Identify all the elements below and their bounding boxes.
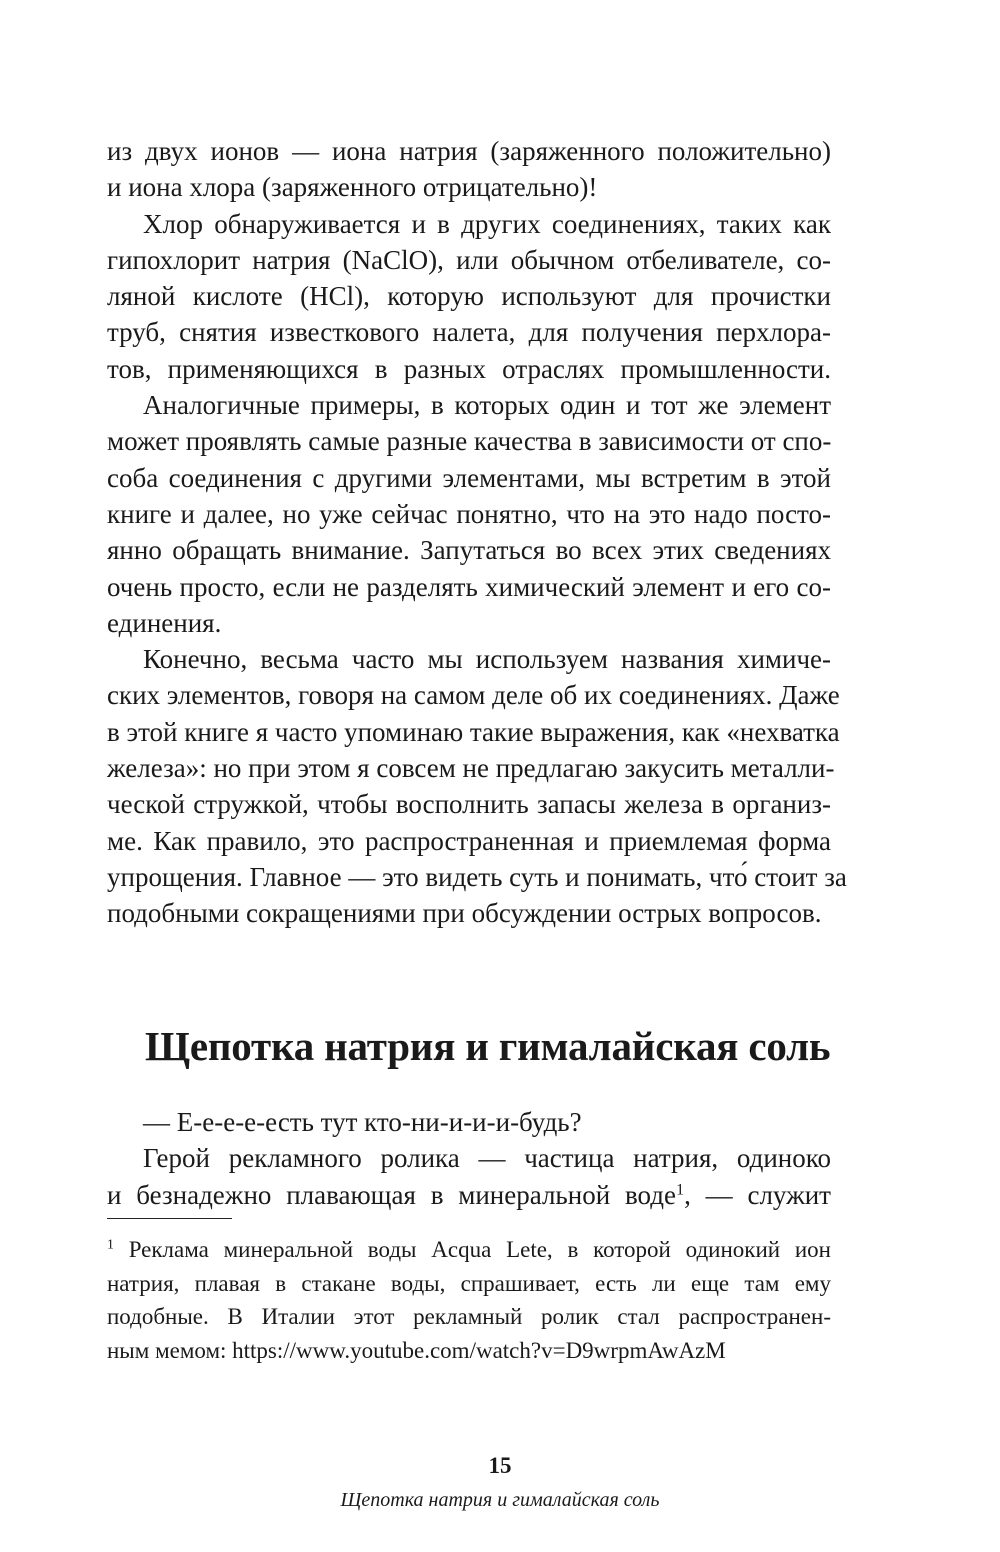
text-line: труб, снятия известкового налета, для получения перхлора- [107, 317, 831, 348]
footnote-text [107, 1233, 831, 1367]
text-line: единения. [107, 607, 222, 638]
text-fragment: Реклама минеральной воды Acqua Lete, в которой одинокий ион [128, 1237, 831, 1262]
section-paragraph-1 [107, 1140, 831, 1213]
paragraph-4 [107, 641, 847, 931]
footnote [107, 1233, 831, 1367]
text-line: янно обращать внимание. Запутаться во всех этих сведениях [107, 535, 831, 566]
text-line: Конечно, весьма часто мы используем названия химиче- [143, 644, 831, 675]
text-line: ме. Как правило, это распространенная и приемлемая форма [107, 825, 831, 856]
text-line: из двух ионов — иона натрия (заряженного положительно) [107, 136, 831, 166]
text-fragment: , — служит [684, 1179, 831, 1210]
text-line: железа»: но при этом я совсем не предлагаю закусить металли- [107, 753, 835, 784]
footnote-marker: 1 [107, 1236, 114, 1252]
text-line: упрощения. Главное — это видеть суть и понимать, что́ стоит за [107, 861, 847, 892]
section-heading: Щепотка натрия и гималайская соль [145, 1023, 831, 1069]
text-line [107, 1177, 831, 1213]
paragraph-3 [107, 387, 831, 641]
text-line: подобными сокращениями при обсуждении острых вопросов. [107, 898, 822, 929]
section-text [107, 1104, 831, 1213]
text-line: Аналогичные примеры, в которых один и тот же элемент [143, 390, 831, 421]
running-title: Щепотка натрия и гималайская соль [340, 1489, 660, 1511]
text-line: Герой рекламного ролика — частица натрия, одиноко [143, 1143, 831, 1174]
text-line: очень просто, если не разделять химический элемент и его со- [107, 571, 831, 602]
main-text [107, 133, 847, 932]
paragraph-1 [107, 133, 831, 206]
footnote-line [107, 1233, 831, 1267]
text-line: Хлор обнаруживается и в других соединениях, таких как [143, 208, 831, 239]
text-line: в этой книге я часто упоминаю такие выражения, как «нехватка [107, 716, 840, 747]
footnote-reference[interactable]: 1 [675, 1179, 685, 1198]
text-line: гипохлорит натрия (NaClO), или обычном отбеливателе, со- [107, 244, 831, 275]
text-line: тов, применяющихся в разных отраслях промышленности. [107, 353, 831, 384]
text-line: книге и далее, но уже сейчас понятно, что на это надо посто- [107, 498, 831, 529]
text-fragment: и безнадежно плавающая в минеральной воде [107, 1179, 676, 1210]
page-number: 15 [488, 1453, 512, 1478]
dialogue-line: — Е-е-е-е-есть тут кто-ни-и-и-и-будь? [143, 1107, 582, 1137]
paragraph-2 [107, 206, 831, 387]
footnote-line: ным мемом: https://www.youtube.com/watch?v=D9wrpmAwAzM [107, 1337, 726, 1363]
footnote-divider [107, 1218, 232, 1219]
dialogue-paragraph [107, 1104, 831, 1140]
text-line: ских элементов, говоря на самом деле об их соединениях. Даже [107, 680, 840, 711]
text-line: ляной кислоте (HCl), которую используют для прочистки [107, 281, 831, 312]
footnote-line: натрия, плавая в стакане воды, спрашивает, есть ли еще там ему [107, 1270, 831, 1296]
text-line: и иона хлора (заряженного отрицательно)! [107, 172, 598, 203]
text-line: ческой стружкой, чтобы восполнить запасы железа в организ- [107, 789, 831, 820]
text-line: может проявлять самые разные качества в зависимости от спо- [107, 426, 832, 457]
footnote-line: подобные. В Италии этот рекламный ролик стал распространен- [107, 1304, 831, 1329]
text-line: соба соединения с другими элементами, мы встретим в этой [107, 462, 831, 493]
